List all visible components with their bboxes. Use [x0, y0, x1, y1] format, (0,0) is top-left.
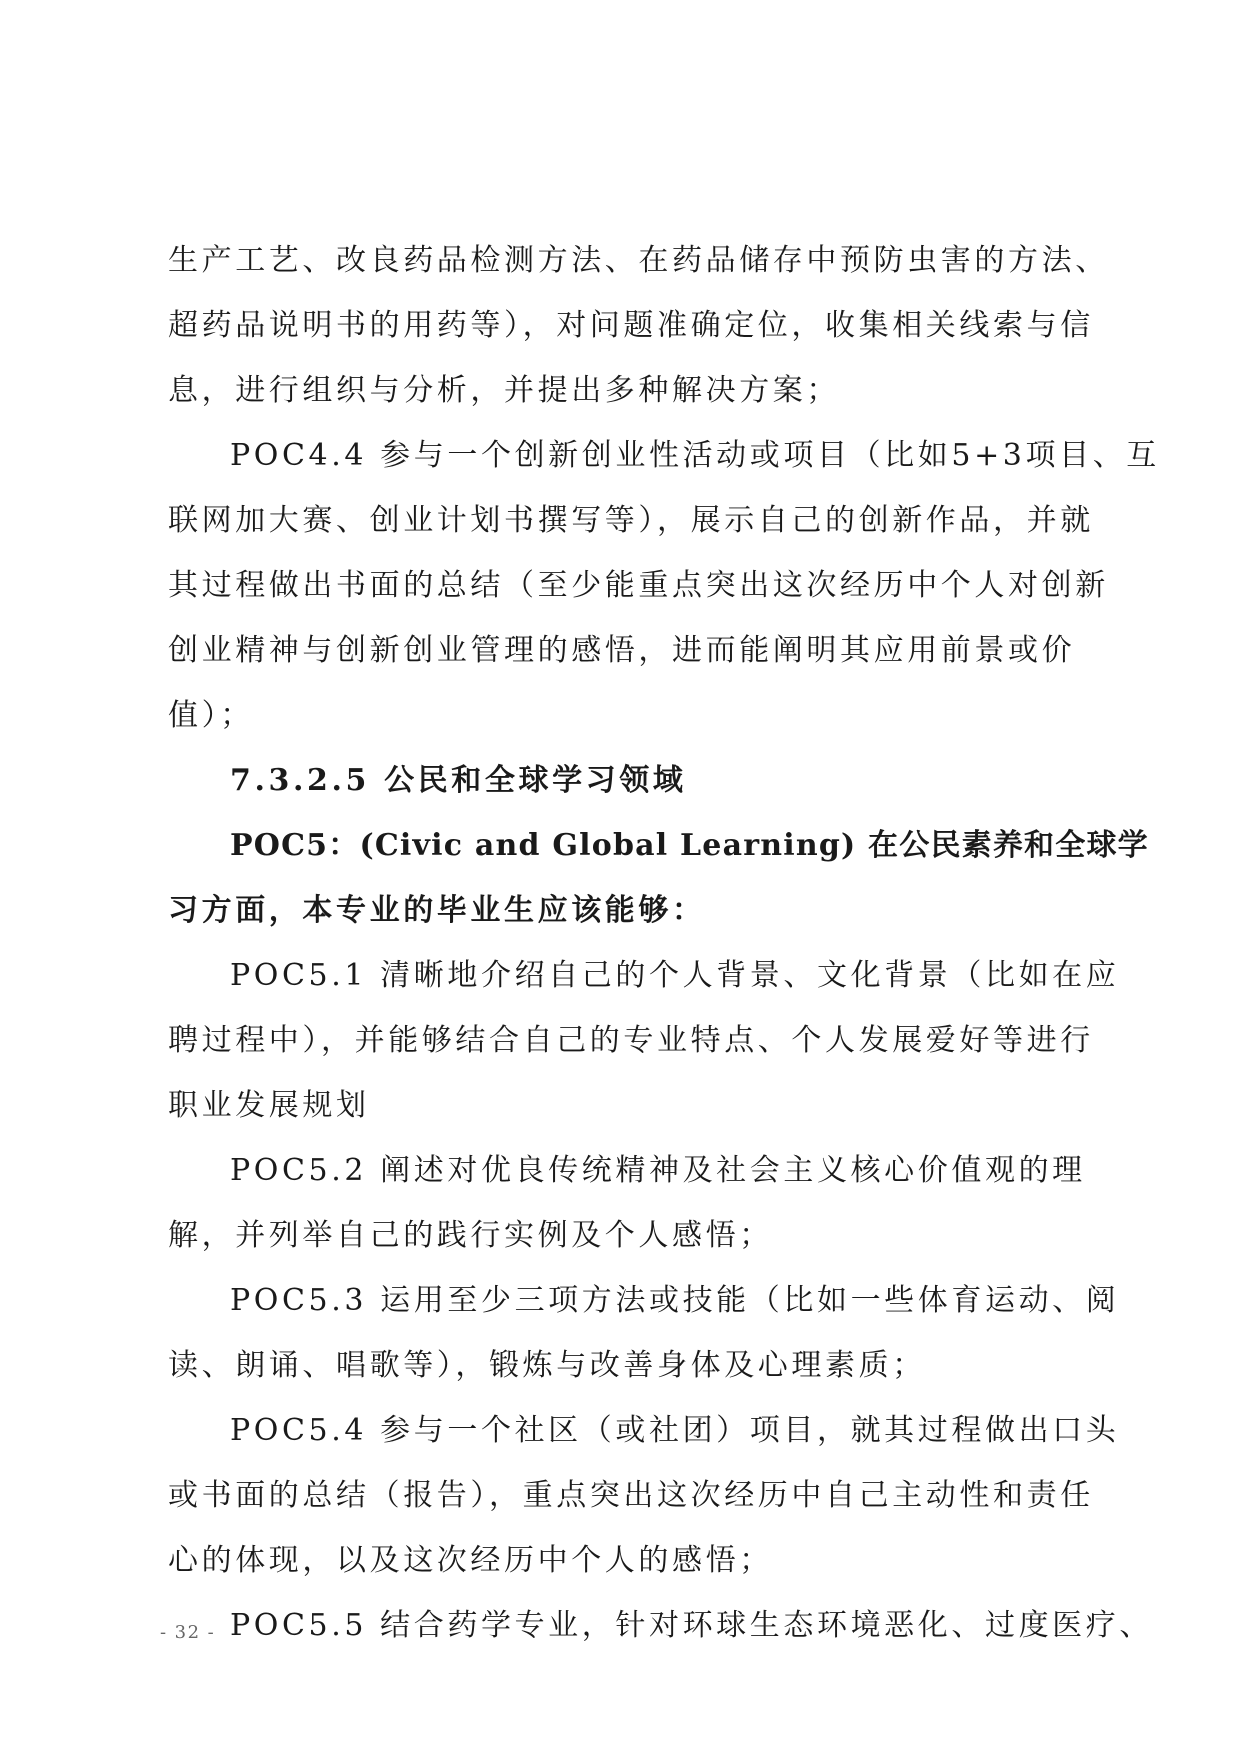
text-line: 息，进行组织与分析，并提出多种解决方案； — [168, 373, 840, 408]
text-line: 职业发展规划 — [168, 1088, 370, 1123]
page-number: - 32 - — [160, 1622, 216, 1643]
section-intro-line: POC5：(Civic and Global Learning) 在公民素养和全球学 — [230, 828, 1149, 863]
text-line: 创业精神与创新创业管理的感悟，进而能阐明其应用前景或价 — [168, 633, 1076, 668]
text-line: POC5.5 结合药学专业，针对环球生态环境恶化、过度医疗、 — [230, 1608, 1153, 1643]
text-line: 心的体现，以及这次经历中个人的感悟； — [168, 1543, 773, 1578]
text-line: 解，并列举自己的践行实例及个人感悟； — [168, 1218, 773, 1253]
text-line: POC4.4 参与一个创新创业性活动或项目（比如5+3项目、互 — [230, 438, 1160, 473]
text-line: POC5.4 参与一个社区（或社团）项目，就其过程做出口头 — [230, 1413, 1120, 1448]
text-line: 或书面的总结（报告），重点突出这次经历中自己主动性和责任 — [168, 1478, 1094, 1513]
text-line: 联网加大赛、创业计划书撰写等），展示自己的创新作品，并就 — [168, 503, 1094, 538]
text-line: 超药品说明书的用药等），对问题准确定位，收集相关线索与信 — [168, 308, 1094, 343]
text-line: POC5.2 阐述对优良传统精神及社会主义核心价值观的理 — [230, 1153, 1086, 1188]
text-line: 生产工艺、改良药品检测方法、在药品储存中预防虫害的方法、 — [168, 243, 1109, 278]
text-line: 值）； — [168, 698, 254, 733]
text-line: POC5.3 运用至少三项方法或技能（比如一些体育运动、阅 — [230, 1283, 1120, 1318]
section-heading: 7.3.2.5 公民和全球学习领域 — [230, 763, 687, 798]
section-intro-line: 习方面，本专业的毕业生应该能够： — [168, 893, 706, 928]
text-line: 其过程做出书面的总结（至少能重点突出这次经历中个人对创新 — [168, 568, 1109, 603]
body-text — [168, 228, 1160, 1658]
text-line: POC5.1 清晰地介绍自己的个人背景、文化背景（比如在应 — [230, 958, 1120, 993]
text-line: 读、朗诵、唱歌等），锻炼与改善身体及心理素质； — [168, 1348, 926, 1383]
text-line: 聘过程中），并能够结合自己的专业特点、个人发展爱好等进行 — [168, 1023, 1094, 1058]
